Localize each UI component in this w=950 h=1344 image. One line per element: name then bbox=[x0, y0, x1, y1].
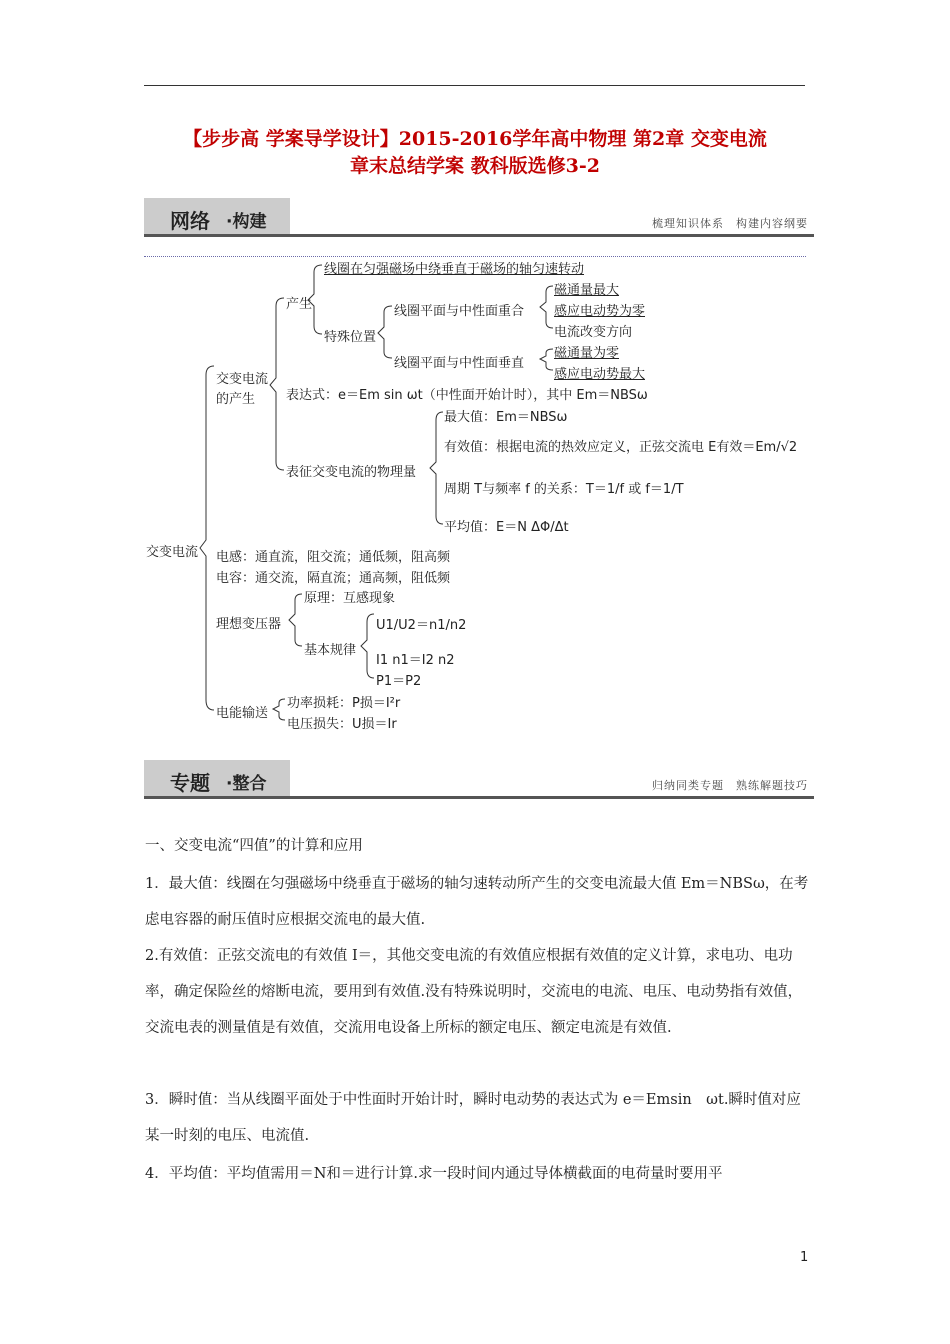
section-slogan: 梳理知识体系 构建内容纲要 bbox=[652, 217, 808, 230]
doc-title-line1: 【步步高 学案导学设计】2015-2016学年高中物理 第2章 交变电流 bbox=[183, 128, 767, 150]
map-effective-value: 有效值：根据电流的热效应定义，正弦交流电 E有效＝Em/√2 bbox=[444, 440, 798, 455]
body-paragraph-3: 3．瞬时值：当从线圈平面处于中性面时开始计时，瞬时电动势的表达式为 e＝Emsin ωt.瞬时值对应某一时刻的电压、电流值. bbox=[145, 1092, 801, 1144]
body-paragraph-4: 4．平均值：平均值需用＝N和＝进行计算.求一段时间内通过导体横截面的电荷量时要用平 bbox=[145, 1166, 723, 1182]
section-integration-header bbox=[144, 760, 814, 800]
map-power-loss: 功率损耗：P损＝I²r bbox=[287, 696, 401, 711]
map-transformer: 理想变压器 bbox=[216, 617, 282, 632]
map-laws: 基本规律 bbox=[304, 643, 357, 658]
map-special-position: 特殊位置 bbox=[324, 330, 377, 345]
section-heading: 专题 bbox=[170, 771, 210, 795]
body-paragraph-2: 2.有效值：正弦交流电的有效值 I＝，其他交变电流的有效值应根据有效值的定义计算，求电功、电功率，确定保险丝的熔断电流，要用到有效值.没有特殊说明时，交流电的电流、电压、电动势指有效值，交流电表的测量值是有效值，交流用电设备上所标的额定电压、额定电流是有效值. bbox=[145, 948, 803, 1036]
map-transmission: 电能输送 bbox=[216, 706, 269, 721]
map-perp-2: 感应电动势最大 bbox=[554, 367, 646, 382]
map-coincide-3: 电流改变方向 bbox=[554, 325, 633, 340]
map-principle: 原理：互感现象 bbox=[304, 591, 396, 606]
map-average: 平均值：E＝N ΔΦ/Δt bbox=[444, 520, 569, 535]
map-rotation: 线圈在匀强磁场中绕垂直于磁场的轴匀速转动 bbox=[324, 262, 585, 277]
map-coincide-2: 感应电动势为零 bbox=[554, 304, 646, 319]
map-max-value: 最大值：Em＝NBSω bbox=[444, 410, 568, 425]
map-coincide-1: 磁通量最大 bbox=[554, 283, 620, 298]
map-root: 交变电流 bbox=[146, 545, 199, 560]
map-inductor: 电感：通直流，阻交流；通低频，阻高频 bbox=[216, 550, 451, 565]
map-law-1: U1/U2＝n1/n2 bbox=[376, 618, 467, 633]
map-law-3: P1＝P2 bbox=[376, 674, 422, 689]
map-generation: 产生 bbox=[286, 297, 313, 312]
map-perpendicular: 线圈平面与中性面垂直 bbox=[394, 356, 525, 371]
map-voltage-loss: 电压损失：U损＝Ir bbox=[287, 717, 397, 732]
map-capacitor: 电容：通交流，隔直流；通高频，阻低频 bbox=[216, 571, 451, 586]
page-number: 1 bbox=[800, 1250, 809, 1265]
map-law-2: I1 n1＝I2 n2 bbox=[376, 653, 455, 668]
body-heading: 一、交变电流“四值”的计算和应用 bbox=[145, 838, 363, 854]
map-expression: 表达式：e＝Em sin ωt（中性面开始计时），其中 Em＝NBSω bbox=[286, 388, 648, 403]
map-period: 周期 T与频率 f 的关系：T＝1/f 或 f＝1/T bbox=[444, 482, 684, 497]
section-subheading: ·构建 bbox=[226, 212, 267, 232]
map-perp-1: 磁通量为零 bbox=[554, 346, 620, 361]
map-physical-quantities: 表征交变电流的物理量 bbox=[286, 465, 417, 480]
section-heading: 网络 bbox=[170, 209, 210, 233]
map-ac-generation-2: 的产生 bbox=[216, 392, 256, 407]
doc-title-line2: 章末总结学案 教科版选修3-2 bbox=[350, 155, 600, 177]
body-paragraph-1: 1．最大值：线圈在匀强磁场中绕垂直于磁场的轴匀速转动所产生的交变电流最大值 Em＝NBSω，在考虑电容器的耐压值时应根据交流电的最大值. bbox=[145, 876, 809, 928]
map-ac-generation: 交变电流 bbox=[216, 372, 269, 387]
section-slogan: 归纳同类专题 熟练解题技巧 bbox=[652, 779, 808, 792]
map-coincide: 线圈平面与中性面重合 bbox=[394, 304, 525, 319]
section-subheading: ·整合 bbox=[226, 774, 267, 794]
